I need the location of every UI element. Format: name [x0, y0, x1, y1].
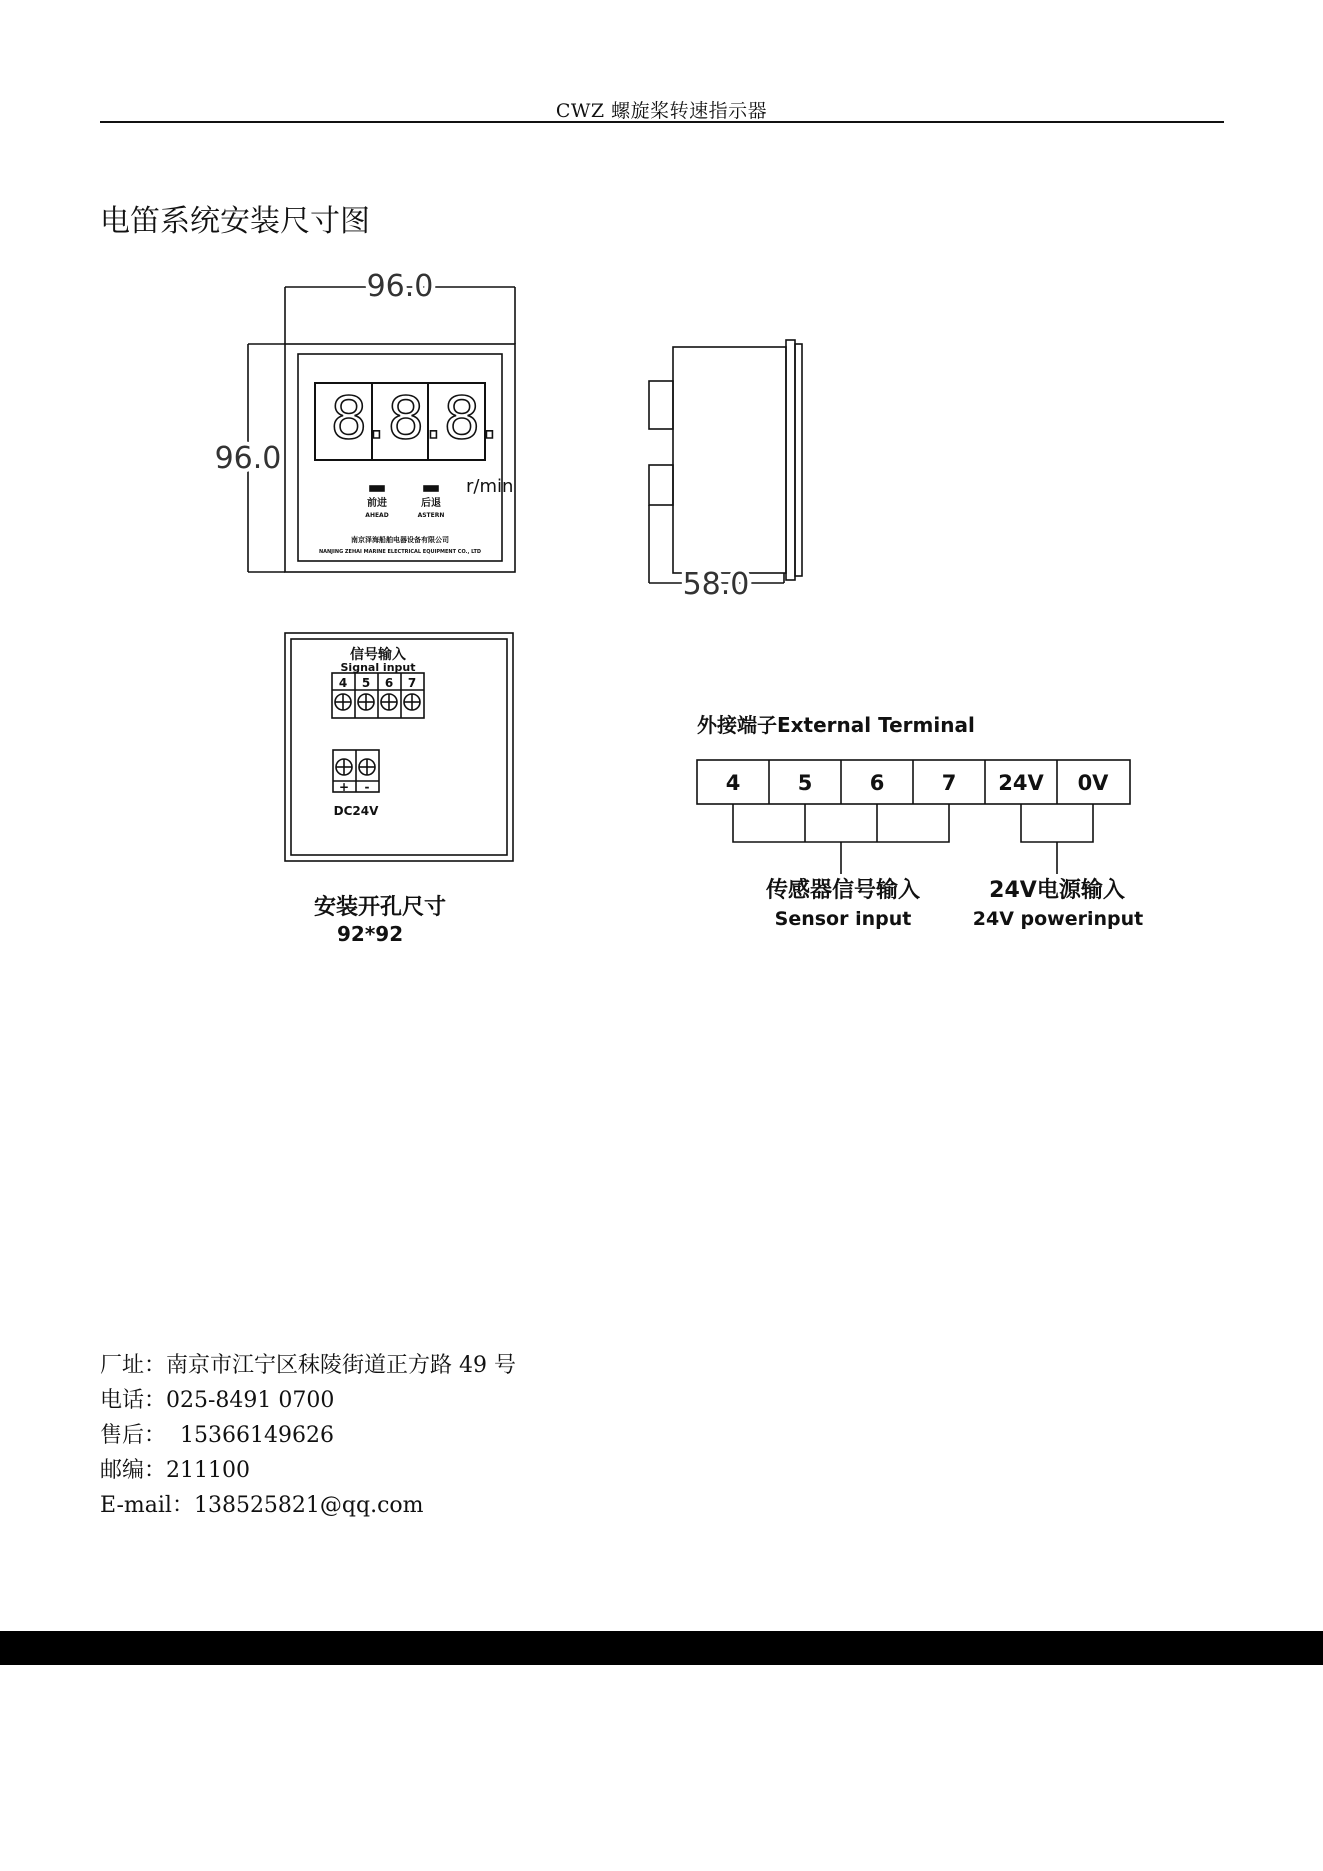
after-sales-line: 售后： 15366149626: [100, 1423, 334, 1448]
cutout-label: 安装开孔尺寸: [314, 895, 447, 920]
front-width-dimension: 96.0: [366, 269, 434, 304]
terminal-cell-6: 6: [869, 771, 885, 795]
terminal-cell-5: 5: [797, 771, 813, 795]
terminal-cell-0v: 0V: [1077, 771, 1109, 795]
display-digit-1: 8.: [330, 384, 386, 452]
astern-label-cn: 后退: [421, 498, 441, 509]
maker-name-en: NANJING ZEHAI MARINE ELECTRICAL EQUIPMENT CO., LTD: [318, 549, 482, 555]
side-view: [649, 340, 802, 583]
section-heading: 电笛系统安装尺寸图: [100, 204, 370, 239]
unit-label: r/min: [466, 476, 514, 497]
contact-info: [100, 1348, 516, 1523]
power-label: DC24V: [333, 804, 379, 818]
astern-label-en: ASTERN: [417, 512, 445, 519]
cutout-size: 92*92: [337, 922, 404, 946]
power-terminal-minus: -: [364, 780, 370, 794]
external-terminal-strip: [697, 760, 1130, 874]
rear-terminal-6: 6: [384, 676, 394, 690]
rear-terminal-4: 4: [338, 676, 348, 690]
ahead-label-en: AHEAD: [365, 512, 389, 519]
sensor-input-label-cn: 传感器信号输入: [765, 878, 921, 903]
address-line: 厂址：南京市江宁区秣陵街道正方路 49 号: [100, 1353, 516, 1378]
email-line: E-mail：138525821@qq.com: [100, 1493, 424, 1518]
terminal-cell-4: 4: [725, 771, 741, 795]
side-depth-dimension: 58.0: [682, 567, 750, 602]
rear-terminal-5: 5: [361, 676, 371, 690]
maker-name-cn: 南京泽海船舶电器设备有限公司: [351, 536, 449, 544]
power-input-label-en: 24V powerinput: [972, 908, 1144, 930]
postcode-line: 邮编：211100: [100, 1458, 250, 1483]
front-height-dimension: 96.0: [214, 441, 282, 476]
terminal-cell-7: 7: [941, 771, 957, 795]
footer-bar: [0, 1631, 1323, 1665]
header-title: CWZ 螺旋桨转速指示器: [555, 100, 768, 122]
signal-input-label-en: Signal input: [340, 661, 416, 674]
external-terminal-title: 外接端子External Terminal: [697, 713, 975, 737]
power-input-label-cn: 24V电源输入: [989, 878, 1125, 903]
sensor-input-label-en: Sensor input: [774, 908, 912, 930]
terminal-cell-24v: 24V: [998, 771, 1044, 795]
rear-terminal-7: 7: [407, 676, 417, 690]
phone-line: 电话：025-8491 0700: [100, 1388, 335, 1413]
signal-input-label-cn: 信号输入: [350, 647, 406, 663]
display-digit-3: 8.: [443, 384, 499, 452]
ahead-label-cn: 前进: [367, 498, 387, 509]
display-digit-2: 8.: [387, 384, 443, 452]
power-terminal-plus: +: [338, 780, 350, 794]
